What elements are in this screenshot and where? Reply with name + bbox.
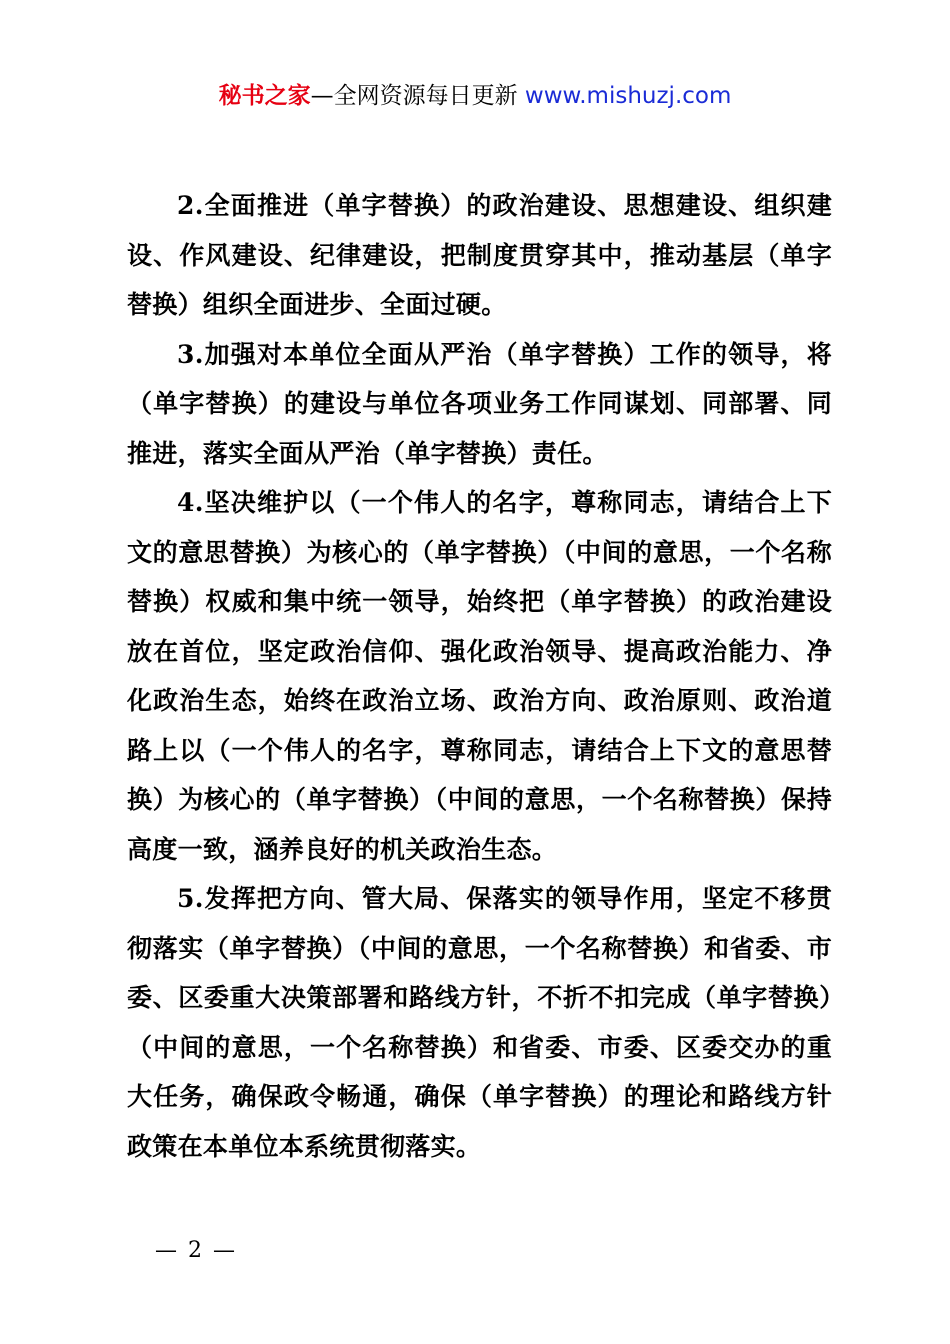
item-number: 4. <box>177 488 204 517</box>
paragraph-item-3 <box>127 330 832 479</box>
paragraph-text: 坚决维护以（一个伟人的名字，尊称同志，请结合上下文的意思替换）为核心的（单字替换）（中间的意思，一个名称替换）权威和集中统一领导，始终把（单字替换）的政治建设放在首位，坚定政治信仰、强化政治领导、提高政治能力、净化政治生态，始终在政治立场、政治方向、政治原则、政治道路上以（一个伟人的名字，尊称同志，请结合上下文的意思替换）为核心的（单字替换）（中间的意思，一个名称替换）保持高度一致，涵养良好的机关政治生态。 <box>127 488 832 864</box>
item-number: 2. <box>177 191 204 220</box>
site-watermark-header <box>0 80 950 112</box>
header-tagline: —全网资源每日更新 <box>310 83 525 109</box>
brand-name: 秘书之家 <box>218 83 311 109</box>
paragraph-text: 全面推进（单字替换）的政治建设、思想建设、组织建设、作风建设、纪律建设，把制度贯穿其中，推动基层（单字替换）组织全面进步、全面过硬。 <box>127 191 832 319</box>
paragraph-text: 发挥把方向、管大局、保落实的领导作用，坚定不移贯彻落实（单字替换）（中间的意思，一个名称替换）和省委、市委、区委重大决策部署和路线方针，不折不扣完成（单字替换）（中间的意思，一个名称替换）和省委、市委、区委交办的重大任务，确保政令畅通，确保（单字替换）的理论和路线方针政策在本单位本系统贯彻落实。 <box>127 884 832 1161</box>
paragraph-item-4 <box>127 478 832 874</box>
paragraph-item-2 <box>127 181 832 330</box>
page-number: — 2 — <box>155 1238 237 1263</box>
paragraph-text: 加强对本单位全面从严治（单字替换）工作的领导，将（单字替换）的建设与单位各项业务工作同谋划、同部署、同推进，落实全面从严治（单字替换）责任。 <box>127 339 832 468</box>
item-number: 5. <box>177 884 204 913</box>
document-body <box>127 181 832 1171</box>
paragraph-item-5 <box>127 874 832 1171</box>
item-number: 3. <box>177 339 204 369</box>
site-url-link[interactable]: www.mishuzj.com <box>524 83 732 109</box>
